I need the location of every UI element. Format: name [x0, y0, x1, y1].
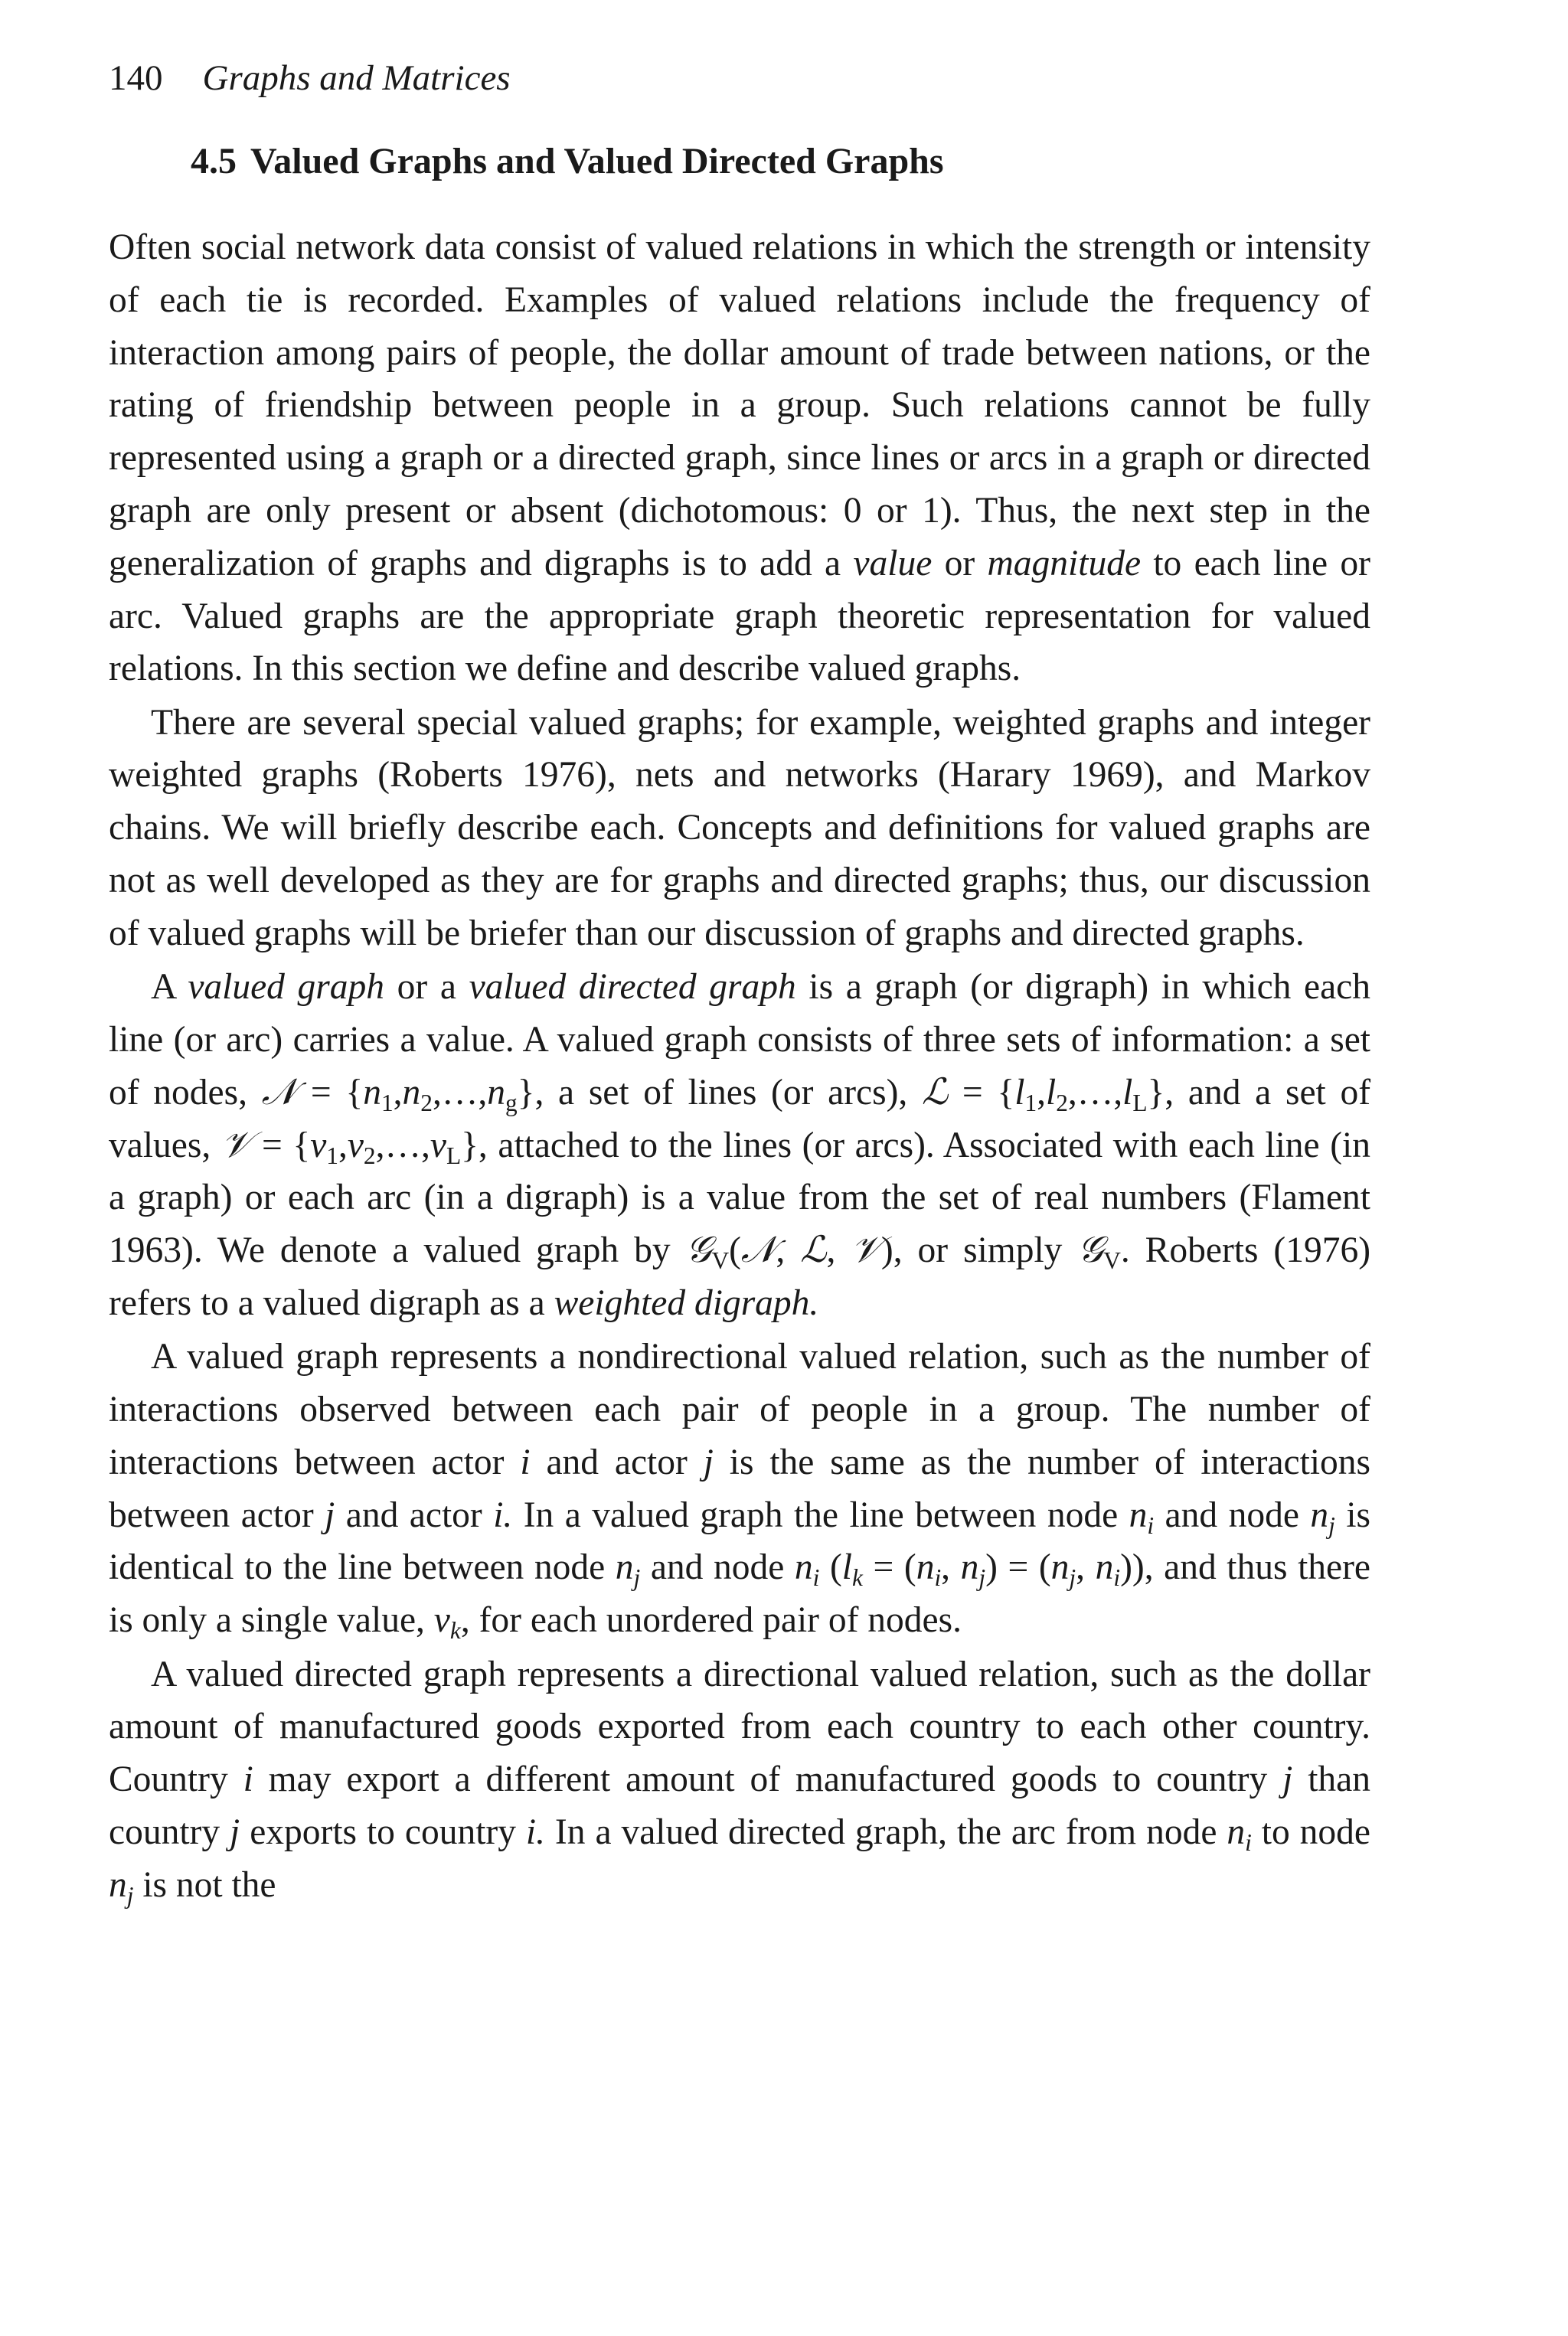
math-sub: L [1132, 1089, 1148, 1116]
math-sub: i [1245, 1828, 1252, 1856]
p4-text-l: ) = ( [985, 1547, 1051, 1588]
p3-text-c: is a graph (or digraph) in which each line (or arc) carries a value. A valued graph consists of three sets of information: a set of nodes, [109, 967, 1371, 1112]
math-comma: , [826, 1230, 851, 1271]
math-n: n [1095, 1547, 1114, 1588]
math-v: v [430, 1125, 446, 1165]
p1-text-a: Often social network data consist of valued relations in which the strength or intensity of each tie is recorded. Examples of valued relations include the frequency of interaction among pairs of people, the dollar amount of trade between nations, or the rating of friendship between people in a group. Such relations cannot be fully represented using a graph or a directed graph, since lines or arcs in a graph or directed graph are only present or absent (dichotomous: 0 or 1). Thus, the next step in the generalization of graphs and digraphs is to add a [109, 227, 1370, 583]
p3-text-j: ( [729, 1230, 741, 1271]
math-n: n [1227, 1812, 1246, 1852]
math-i: i. [493, 1495, 513, 1535]
p5-text-c: than country [109, 1759, 1370, 1852]
math-n: n [615, 1547, 634, 1588]
section-number: 4.5 [191, 141, 237, 181]
p3-text-b: or a [384, 967, 469, 1008]
math-sub: V [711, 1246, 730, 1274]
p4-text-o: , for each unordered pair of nodes. [460, 1600, 962, 1641]
math-n: n [794, 1547, 813, 1588]
p3-text-d: = { [296, 1072, 364, 1112]
valued-graph-symbol: 𝒢 [1077, 1229, 1104, 1272]
p5-text-d: exports to country [240, 1812, 526, 1852]
math-v: v [433, 1600, 450, 1641]
math-n: n [363, 1072, 381, 1112]
math-v: v [310, 1125, 327, 1165]
math-sub: i [1147, 1511, 1155, 1539]
p4-text-d: and actor [335, 1495, 494, 1535]
math-sub: j [126, 1881, 134, 1909]
math-sub: V [1103, 1246, 1121, 1274]
paragraph-1 [109, 221, 1370, 695]
math-sub: i [1113, 1564, 1121, 1592]
p3-text-f: = { [948, 1072, 1015, 1112]
page-number: 140 [109, 58, 163, 98]
line-set-symbol: ℒ [922, 1070, 949, 1113]
p5-text-a: A valued directed graph represents a directional valued relation, such as the dollar amount of manufactured goods exported from each country to each other country. Country [109, 1654, 1370, 1800]
p4-text-j: = ( [862, 1547, 916, 1588]
p3-text-n: . Roberts (1976) refers to a valued digraph as a [109, 1230, 1371, 1323]
valued-graph-symbol: 𝒢 [685, 1229, 712, 1272]
math-sub: i [934, 1564, 942, 1592]
value-set-symbol: 𝒱 [220, 1123, 252, 1166]
math-sub: L [446, 1142, 462, 1169]
p1-text-or: or [932, 543, 988, 583]
p4-text-f: and node [1154, 1495, 1311, 1535]
math-j: j [1282, 1759, 1293, 1800]
line-set-symbol: ℒ [800, 1229, 827, 1272]
math-sub: g [505, 1089, 518, 1116]
running-title: Graphs and Matrices [202, 58, 511, 98]
p5-text-f: to node [1251, 1812, 1370, 1852]
p4-text-g: is identical to the line between node [109, 1495, 1370, 1588]
math-ellipsis: ,…, [375, 1125, 430, 1165]
math-l: l [841, 1547, 852, 1588]
p1-term-value: value [853, 543, 933, 583]
math-v: v [347, 1125, 364, 1165]
math-n: n [402, 1072, 421, 1112]
math-n: n [916, 1547, 935, 1588]
math-n: n [1050, 1547, 1070, 1588]
p4-text-a: A valued graph represents a nondirectional valued relation, such as the number of interactions observed between each pair of people in a group. The number of interactions between actor [109, 1337, 1370, 1482]
value-set-symbol: 𝒱 [851, 1229, 881, 1272]
body-text [109, 221, 1370, 1913]
math-sub: i [812, 1564, 820, 1592]
paragraph-3 [109, 961, 1370, 1330]
p4-text-i: ( [819, 1547, 842, 1588]
section-title: Valued Graphs and Valued Directed Graphs [250, 141, 944, 181]
math-i: i [243, 1759, 253, 1800]
math-comma: , [338, 1125, 348, 1165]
p1-term-magnitude: magnitude [987, 543, 1142, 583]
math-comma: , [1076, 1547, 1096, 1588]
math-comma: , [393, 1072, 403, 1112]
math-i: i [520, 1442, 531, 1482]
math-sub: j [1328, 1511, 1335, 1539]
p3-term-valued-graph: valued graph [188, 967, 385, 1008]
p5-text-g: is not the [133, 1864, 276, 1905]
math-j: j [230, 1812, 240, 1852]
math-comma: , [1037, 1072, 1046, 1112]
math-j: j [325, 1495, 335, 1535]
math-sub: 2 [420, 1089, 433, 1116]
p3-term-weighted-digraph: weighted digraph. [554, 1282, 819, 1323]
math-sub: 2 [1056, 1089, 1068, 1116]
math-sub: 1 [326, 1142, 338, 1169]
math-sub: 1 [381, 1089, 394, 1116]
math-ellipsis: ,…, [432, 1072, 488, 1112]
math-comma: , [941, 1547, 961, 1588]
p4-text-b: and actor [530, 1442, 704, 1482]
node-set-symbol: 𝒩 [261, 1070, 297, 1113]
math-n: n [1129, 1495, 1148, 1535]
math-n: n [109, 1864, 127, 1905]
p4-text-h: and node [640, 1547, 795, 1588]
math-sub: 1 [1024, 1089, 1037, 1116]
running-head [109, 55, 511, 101]
p3-text-e: }, a set of lines (or arcs), [517, 1072, 922, 1112]
p4-text-n: )), and thus there is only a single value, [109, 1547, 1371, 1641]
math-l: l [1046, 1072, 1057, 1112]
math-i: i. [525, 1812, 545, 1852]
paragraph-2 [109, 697, 1370, 960]
p2-text: There are several special valued graphs; for example, weighted graphs and integer weighted graphs (Roberts 1976), nets and networks (Harary 1969), and Markov chains. We will briefly describe each. Concepts and definitions for valued graphs are not as well developed as they are for graphs and directed graphs; thus, our discussion of valued graphs will be briefer than our discussion of graphs and directed graphs. [109, 702, 1370, 953]
p5-text-b: may export a different amount of manufactured goods to country [253, 1759, 1283, 1800]
math-sub: k [852, 1564, 863, 1592]
math-sub: k [449, 1616, 461, 1644]
p3-text-a: A [151, 967, 188, 1008]
p3-text-h: = { [251, 1125, 311, 1165]
p3-text-i: }, attached to the lines (or arcs). Associated with each line (in a graph) or each arc (in a digraph) is a value from the set of real numbers (Flament 1963). We denote a valued graph by [109, 1125, 1370, 1271]
math-sub: j [633, 1564, 641, 1592]
math-j: j [703, 1442, 714, 1482]
math-n: n [960, 1547, 979, 1588]
math-comma: , [776, 1230, 801, 1271]
math-ellipsis: ,…, [1067, 1072, 1123, 1112]
math-sub: j [978, 1564, 986, 1592]
p1-text-b: to each line or arc. Valued graphs are the appropriate graph theoretic representation for valued relations. In this section we define and describe valued graphs. [109, 543, 1370, 689]
p4-text-c: is the same as the number of interactions between actor [109, 1442, 1370, 1535]
p3-term-valued-directed-graph: valued directed graph [469, 967, 796, 1008]
section-heading [191, 139, 944, 185]
p5-text-e: In a valued directed graph, the arc from node [544, 1812, 1227, 1852]
node-set-symbol: 𝒩 [740, 1229, 776, 1272]
p3-text-g: }, and a set of values, [109, 1072, 1371, 1165]
math-n: n [1310, 1495, 1329, 1535]
math-sub: 2 [363, 1142, 376, 1169]
math-l: l [1014, 1072, 1025, 1112]
p4-text-e: In a valued graph the line between node [512, 1495, 1129, 1535]
math-sub: j [1069, 1564, 1076, 1592]
math-n: n [487, 1072, 505, 1112]
p3-text-m: ), or simply [880, 1230, 1078, 1271]
math-l: l [1122, 1072, 1133, 1112]
paragraph-4 [109, 1331, 1370, 1647]
paragraph-5 [109, 1648, 1370, 1912]
